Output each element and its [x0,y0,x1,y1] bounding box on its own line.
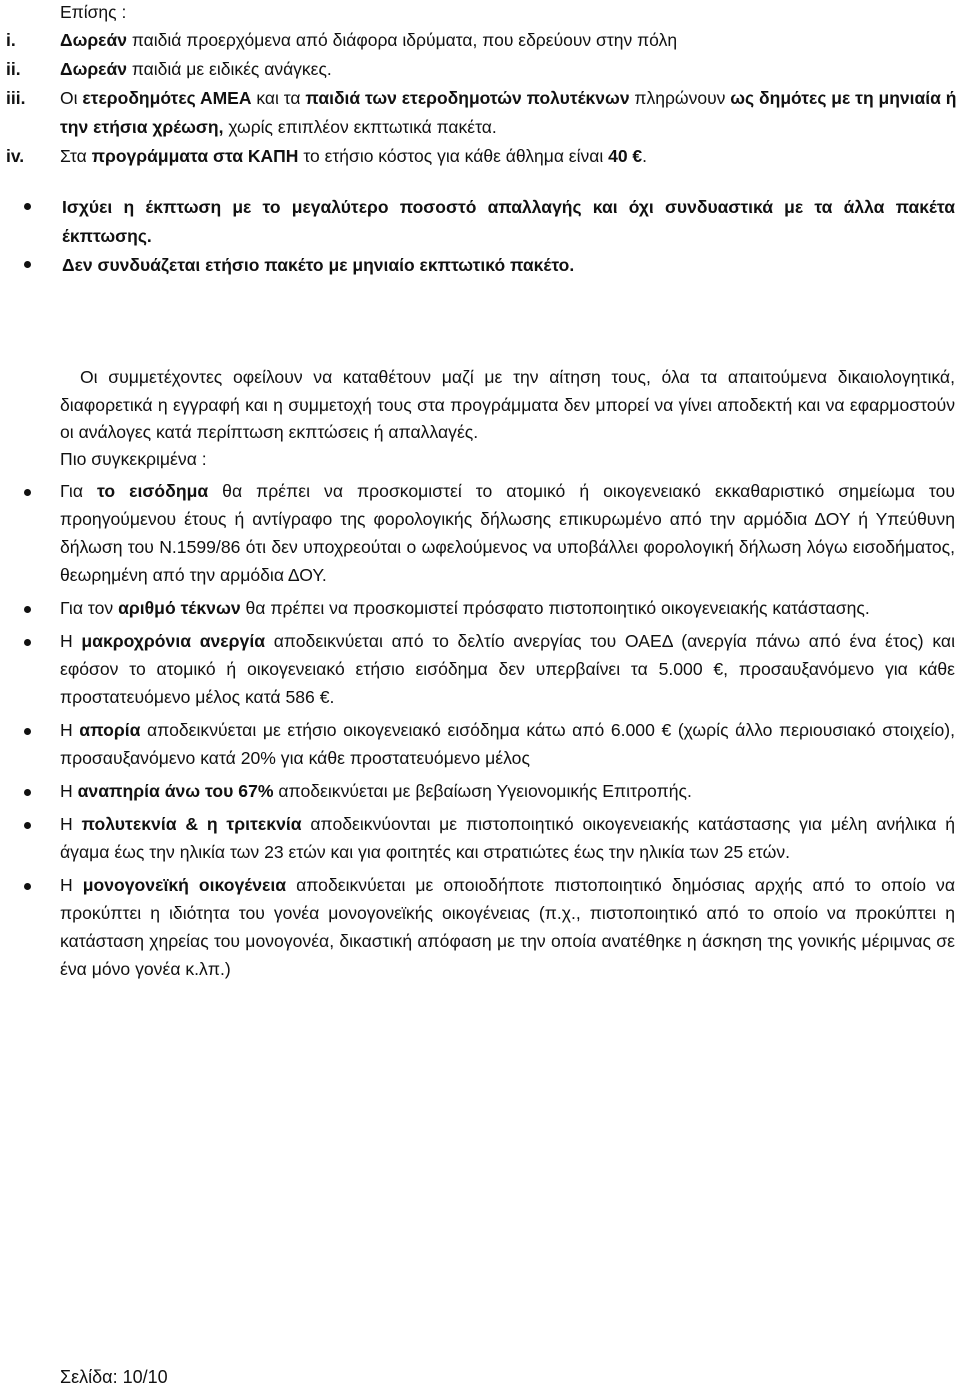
bullet-icon [24,203,31,210]
text-run: αποδεικνύονται με πιστοποιητικό οικογενειακής κατάστασης για μέλη ανήλικα ή άγαμα έως την ηλικία των 23 ετών και για φοιτητές και στρατιώτες έως την ηλικία των 25 ετών. [60,814,956,862]
text-bold: μονογονεϊκή οικογένεια [82,875,287,895]
bullet-icon [24,639,31,646]
bullet-icon [24,822,31,829]
bullet-icon [24,261,31,268]
text-run: και τα [251,88,306,108]
page-number: Σελίδα: 10/10 [60,1367,168,1387]
requirements-list [0,477,960,988]
text-run: Οι [60,88,83,108]
requirement-item [0,777,960,805]
notes-list [0,193,960,280]
roman-item [0,55,960,84]
roman-item-text [60,84,960,142]
bullet-icon [24,489,31,496]
roman-item [0,84,960,142]
note-item [0,193,960,251]
text-run: αποδεικνύεται από το δελτίο ανεργίας του ΟΑΕΔ (ανεργία πάνω από ένα έτος) και εφόσον το ατομικό ή οικογενειακό ετήσιο εισόδημα δεν υπερβαίνει τα 5.000 €, προσαυξανόμενο για κάθε προστατευόμενο μέλος κατά 586 €. [60,631,955,707]
text-bold: απορία [79,720,141,740]
text-bold: Δωρεάν [60,59,127,79]
text-run: αποδεικνύεται με οποιοδήποτε πιστοποιητικό δημόσιας αρχής από το οποίο να προκύπτει η ιδιότητα του γονέα μονογονεϊκής οικογένειας (π.χ., πιστοποιητικό από το οποίο να προκύπτει η κατάσταση χηρείας του μονογονέα, δικαστική απόφαση με την οποία ανατέθηκε η άσκηση της γονικής μέριμνας σε ένα μόνο γονέα κ.λπ.) [60,875,956,979]
requirement-text [60,716,955,772]
text-run: Στα [60,146,92,166]
text-run: θα πρέπει να προσκομιστεί πρόσφατο πιστοποιητικό οικογενειακής κατάστασης. [240,598,870,618]
text-bold: ετεροδημότες ΑΜΕΑ [82,88,252,108]
requirement-text [60,777,955,805]
text-run: Η [60,631,82,651]
bullet-icon [24,606,31,613]
text-bold: αναπηρία άνω του 67% [77,781,274,801]
text-run: Για [60,481,98,501]
text-bold: αριθμό τέκνων [118,598,241,618]
text-run: Για τον [60,598,119,618]
roman-number: iv. [6,146,25,166]
text-bold: προγράμματα στα ΚΑΠΗ [91,146,299,166]
text-bold: παιδιά των ετεροδημοτών πολυτέκνων [305,88,630,108]
roman-item [0,26,960,55]
text-run: αποδεικνύεται με ετήσιο οικογενειακό εισόδημα κάτω από 6.000 € (χωρίς άλλο περιουσιακό στοιχείο), προσαυξανόμενο κατά 20% για κάθε προστατευόμενο μέλος [60,720,955,768]
text-run: το ετήσιο κόστος για κάθε άθλημα είναι [298,146,609,166]
text-run: Η [60,781,78,801]
roman-item-text [60,55,960,84]
text-bold: το εισόδημα [97,481,209,501]
roman-number: i. [6,30,16,50]
note-item [0,251,960,280]
roman-item-text [60,142,960,171]
note-text: Δεν συνδυάζεται ετήσιο πακέτο με μηνιαίο εκπτωτικό πακέτο. [62,255,575,275]
roman-item-text [60,26,960,55]
roman-number: ii. [6,59,21,79]
text-run: χωρίς επιπλέον εκπτωτικά πακέτα. [223,117,497,137]
requirement-text [60,810,955,866]
text-run: παιδιά με ειδικές ανάγκες. [126,59,332,79]
requirement-item [0,594,960,622]
requirements-paragraph: Οι συμμετέχοντες οφείλουν να καταθέτουν μαζί με την αίτηση τους, όλα τα απαιτούμενα δικαιολογητικά, διαφορετικά η εγγραφή και η συμμετοχή τους στα προγράμματα δεν μπορεί να γίνει αποδεκτή και να εφαρμοστούν οι ανάλογες κατά περίπτωση εκπτώσεις ή απαλλαγές. [60,367,955,442]
requirement-text [60,594,955,622]
text-bold: 40 € [608,146,643,166]
text-run: Η [60,875,83,895]
bullet-icon [24,789,31,796]
roman-number: iii. [6,88,26,108]
text-run: . [642,146,648,166]
requirement-item [0,477,960,589]
text-run: παιδιά προερχόμενα από διάφορα ιδρύματα, που εδρεύουν στην πόλη [126,30,678,50]
text-bold: πολυτεκνία & η τριτεκνία [81,814,302,834]
text-run: Η [60,814,82,834]
text-bold: μακροχρόνια ανεργία [81,631,266,651]
text-run: θα πρέπει να προσκομιστεί το ατομικό ή οικογενειακό εκκαθαριστικό σημείωμα του προηγούμενου έτους ή αντίγραφο της φορολογικής δήλωσης επικυρωμένο από την αρμόδια ΔΟΥ ή Υπεύθυνη δήλωση του Ν.1599/86 ότι δεν υποχρεούται ο ωφελούμενος να υποβάλλει φορολογική δήλωση λόγω εισοδήματος, θεωρημένη από την αρμόδια ΔΟΥ. [60,481,955,585]
note-text: Ισχύει η έκπτωση με το μεγαλύτερο ποσοστό απαλλαγής και όχι συνδυαστικά με τα άλλα πακέτα έκπτωσης. [62,197,955,246]
text-run: πληρώνουν [629,88,731,108]
roman-item [0,142,960,171]
requirement-text [60,627,955,711]
roman-list [0,26,960,171]
bullet-icon [24,883,31,890]
requirement-text [60,871,955,983]
intro-label: Επίσης : [60,2,127,22]
requirement-text [60,477,955,589]
bullet-icon [24,728,31,735]
text-run: Η [60,720,80,740]
requirement-item [0,716,960,772]
requirements-label: Πιο συγκεκριμένα : [60,449,207,469]
requirement-item [0,871,960,983]
requirement-item [0,810,960,866]
text-bold: ως δημότες με τη μηνιαία ή την ετήσια χρέωση, [60,88,957,137]
text-bold: Δωρεάν [60,30,127,50]
requirement-item [0,627,960,711]
text-run: αποδεικνύεται με βεβαίωση Υγειονομικής Επιτροπής. [273,781,692,801]
